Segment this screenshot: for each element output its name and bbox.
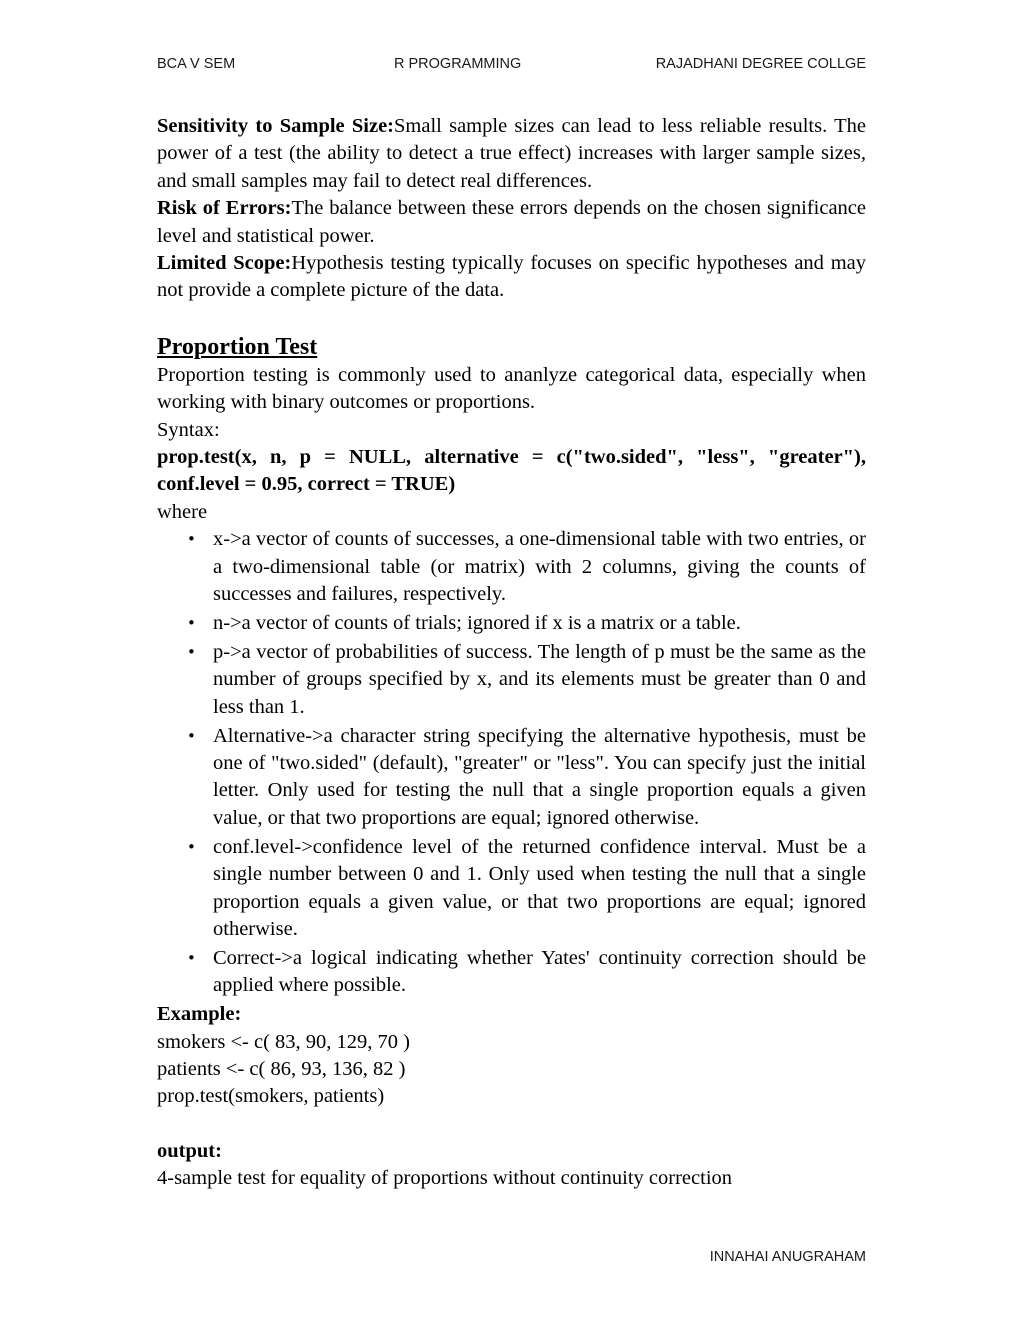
header-college: RAJADHANI DEGREE COLLGE — [655, 56, 866, 72]
where-label: where — [157, 500, 208, 523]
page-footer: INNAHAI ANUGRAHAM — [709, 1249, 866, 1265]
list-item — [187, 834, 866, 944]
list-item — [187, 945, 866, 1000]
example-line: smokers <- c( 83, 90, 129, 70 ) — [157, 1030, 410, 1053]
output-label — [157, 1138, 866, 1165]
section-title: Proportion Test — [157, 333, 318, 360]
example-label — [157, 1001, 866, 1028]
param-conf-level: conf.level->confidence level of the returned confidence interval. Must be a single number between 0 and 1. Only used when testing the null that a single proportion equals a given value, or that two proportions are equal; ignored otherwise. — [213, 835, 866, 940]
header-course: BCA V SEM — [157, 56, 236, 72]
paragraph-risk-of-errors — [157, 195, 866, 250]
list-item — [187, 526, 866, 608]
example-label-text: Example: — [157, 1003, 242, 1026]
page-content — [157, 113, 866, 1193]
spacer — [157, 1111, 866, 1138]
syntax-code-text: prop.test(x, n, p = NULL, alternative = c("two.sided", "less", "greater"), conf.level = 0.95, correct = TRUE) — [157, 446, 866, 496]
parameter-list — [157, 526, 866, 999]
param-p: p->a vector of probabilities of success. The length of p must be the same as the number of groups specified by x, and its elements must be greater than 0 and less than 1. — [213, 640, 866, 718]
list-item — [187, 723, 866, 833]
bullet-icon: • — [187, 726, 196, 745]
paragraph-limited-scope — [157, 250, 866, 305]
term-sample-size: Sensitivity to Sample Size: — [157, 115, 395, 137]
bullet-icon: • — [187, 614, 196, 632]
param-x: x->a vector of counts of successes, a one-dimensional table with two entries, or a two-dimensional table (or matrix) with 2 columns, giving the counts of successes and failures, respectively. — [213, 528, 866, 606]
bullet-icon: • — [187, 530, 196, 549]
example-line: patients <- c( 86, 93, 136, 82 ) — [157, 1058, 406, 1080]
term-risk-of-errors: Risk of Errors: — [157, 197, 292, 220]
bullet-icon: • — [187, 642, 196, 661]
param-n: n->a vector of counts of trials; ignored if x is a matrix or a table. — [213, 612, 741, 634]
text-sample-size: Small sample sizes can lead to less reliable results. The power of a test (the ability to detect a true effect) increases with larger sample sizes, and small samples may fail to detect real differences. — [157, 115, 866, 192]
text-limited-scope: Hypothesis testing typically focuses on specific hypotheses and may not provide a complete picture of the data. — [157, 252, 867, 302]
section-description: Proportion testing is commonly used to ananlyze categorical data, especially when working with binary outcomes or proportions. — [157, 363, 866, 414]
param-alternative: Alternative->a character string specifying the alternative hypothesis, must be one of "two.sided" (default), "greater" or "less". You can specify just the initial letter. Only used for testing the null that a single proportion equals a given value, or that two proportions are equal; ignored otherwise. — [213, 724, 866, 829]
list-item — [187, 610, 866, 637]
paragraph-sample-size — [157, 113, 866, 195]
example-line: prop.test(smokers, patients) — [157, 1085, 385, 1108]
header-subject: R PROGRAMMING — [394, 56, 522, 72]
term-limited-scope: Limited Scope: — [157, 252, 292, 275]
page-header — [157, 56, 866, 78]
bullet-icon: • — [187, 948, 196, 967]
text-risk-of-errors: The balance between these errors depends on the chosen significance level and statistical power. — [157, 197, 866, 247]
bullet-icon: • — [187, 837, 196, 856]
output-text: 4-sample test for equality of proportions without continuity correction — [157, 1167, 733, 1190]
list-item — [187, 639, 866, 721]
syntax-label: Syntax: — [157, 418, 220, 441]
param-correct: Correct->a logical indicating whether Yates' continuity correction should be applied where possible. — [213, 946, 866, 997]
syntax-code — [157, 444, 866, 499]
output-label-text: output: — [157, 1139, 222, 1162]
